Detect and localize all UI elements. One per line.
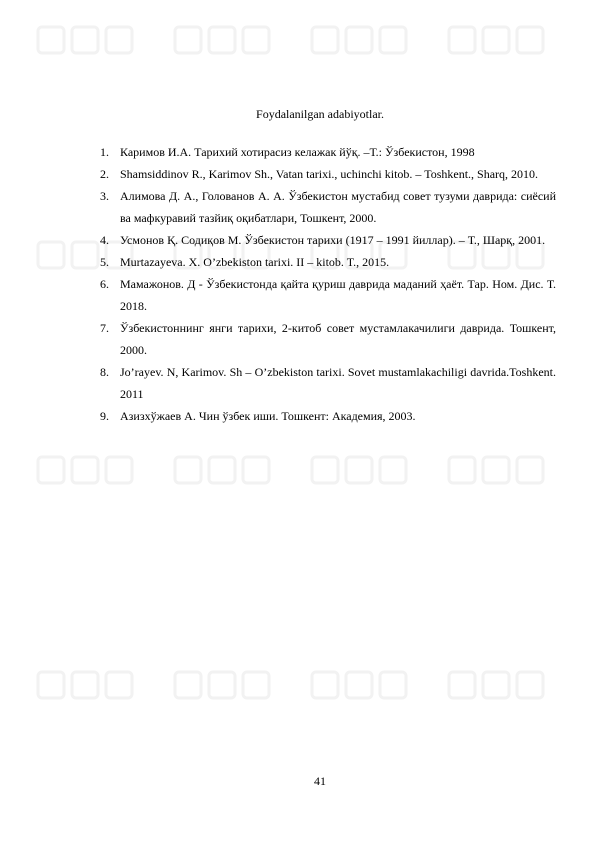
watermark-shape <box>346 27 372 53</box>
reference-number: 7. <box>100 321 109 335</box>
watermark-shape <box>483 457 509 483</box>
reference-item <box>100 141 556 163</box>
watermark-shape <box>72 457 98 483</box>
watermark-shape <box>38 242 64 268</box>
watermark-shape <box>38 27 64 53</box>
page-number: 41 <box>314 774 326 788</box>
watermark-shape <box>380 672 406 698</box>
reference-item <box>100 405 556 427</box>
watermark-shape <box>106 27 132 53</box>
reference-item <box>100 317 556 361</box>
watermark-shape <box>449 672 475 698</box>
watermark-shape <box>209 457 235 483</box>
watermark-shape <box>312 457 338 483</box>
watermark-shape <box>38 457 64 483</box>
reference-number: 2. <box>100 167 109 181</box>
reference-text: Ўзбекистоннинг янги тарихи, 2-китоб совет мустамлакачилиги даврида. Тошкент, 2000. <box>120 321 556 357</box>
watermark-shape <box>483 672 509 698</box>
reference-item <box>100 185 556 229</box>
reference-text: Алимова Д. А., Голованов А. А. Ўзбекистон мустабид совет тузуми даврида: сиёсий ва мафкуравий тазйиқ оқибатлари, Тошкент, 2000. <box>120 189 556 225</box>
reference-text: Мамажонов. Д - Ўзбекистонда қайта қуриш даврида маданий ҳаёт. Тар. Ном. Дис. Т. 2018. <box>120 277 556 313</box>
reference-text: Усмонов Қ. Содиқов М. Ўзбекистон тарихи (1917 – 1991 йиллар). – Т., Шарқ, 2001. <box>120 233 546 247</box>
reference-number: 8. <box>100 365 109 379</box>
reference-number: 9. <box>100 409 109 423</box>
watermark-shape <box>72 27 98 53</box>
watermark-shape <box>243 27 269 53</box>
watermark-shape <box>175 457 201 483</box>
watermark-shape <box>517 672 543 698</box>
watermark-shape <box>209 672 235 698</box>
reference-item <box>100 361 556 405</box>
watermark-shape <box>243 672 269 698</box>
reference-text: Shamsiddinov R., Karimov Sh., Vatan tarixi., uchinchi kitob. – Toshkent., Sharq, 2010. <box>120 167 539 181</box>
watermark-shape <box>380 457 406 483</box>
watermark-shape <box>175 27 201 53</box>
watermark-shape <box>517 27 543 53</box>
watermark-shape <box>72 672 98 698</box>
reference-number: 1. <box>100 145 109 159</box>
watermark-shape <box>449 27 475 53</box>
reference-number: 5. <box>100 255 109 269</box>
watermark-shape <box>483 27 509 53</box>
watermark-shape <box>175 672 201 698</box>
watermark-shape <box>106 457 132 483</box>
reference-item <box>100 251 556 273</box>
watermark-shape <box>380 27 406 53</box>
reference-number: 4. <box>100 233 109 247</box>
watermark-shape <box>209 27 235 53</box>
watermark-shape <box>312 27 338 53</box>
watermark-shape <box>449 457 475 483</box>
reference-item <box>100 229 556 251</box>
page-title: Foydalanilgan adabiyotlar. <box>256 107 384 121</box>
watermark-shape <box>517 457 543 483</box>
watermark-shape <box>72 242 98 268</box>
reference-text: Азизхўжаев А. Чин ўзбек иши. Тошкент: Академия, 2003. <box>120 409 416 423</box>
watermark-shape <box>243 457 269 483</box>
watermark-shape <box>312 672 338 698</box>
watermark-shape <box>106 672 132 698</box>
watermark-shape <box>38 672 64 698</box>
watermark-shape <box>346 672 372 698</box>
reference-number: 6. <box>100 277 109 291</box>
reference-item <box>100 273 556 317</box>
reference-item <box>100 163 556 185</box>
reference-text: Murtazayeva. X. O’zbekiston tarixi. II – kitob. T., 2015. <box>120 255 390 269</box>
reference-text: Каримов И.А. Тарихий хотирасиз келажак йўқ. –Т.: Ўзбекистон, 1998 <box>120 145 475 159</box>
reference-list <box>100 141 556 427</box>
reference-number: 3. <box>100 189 109 203</box>
reference-text: Jo’rayev. N, Karimov. Sh – O’zbekiston tarixi. Sovet mustamlakachiligi davrida.Toshkent. 2011 <box>120 365 556 401</box>
watermark-shape <box>346 457 372 483</box>
